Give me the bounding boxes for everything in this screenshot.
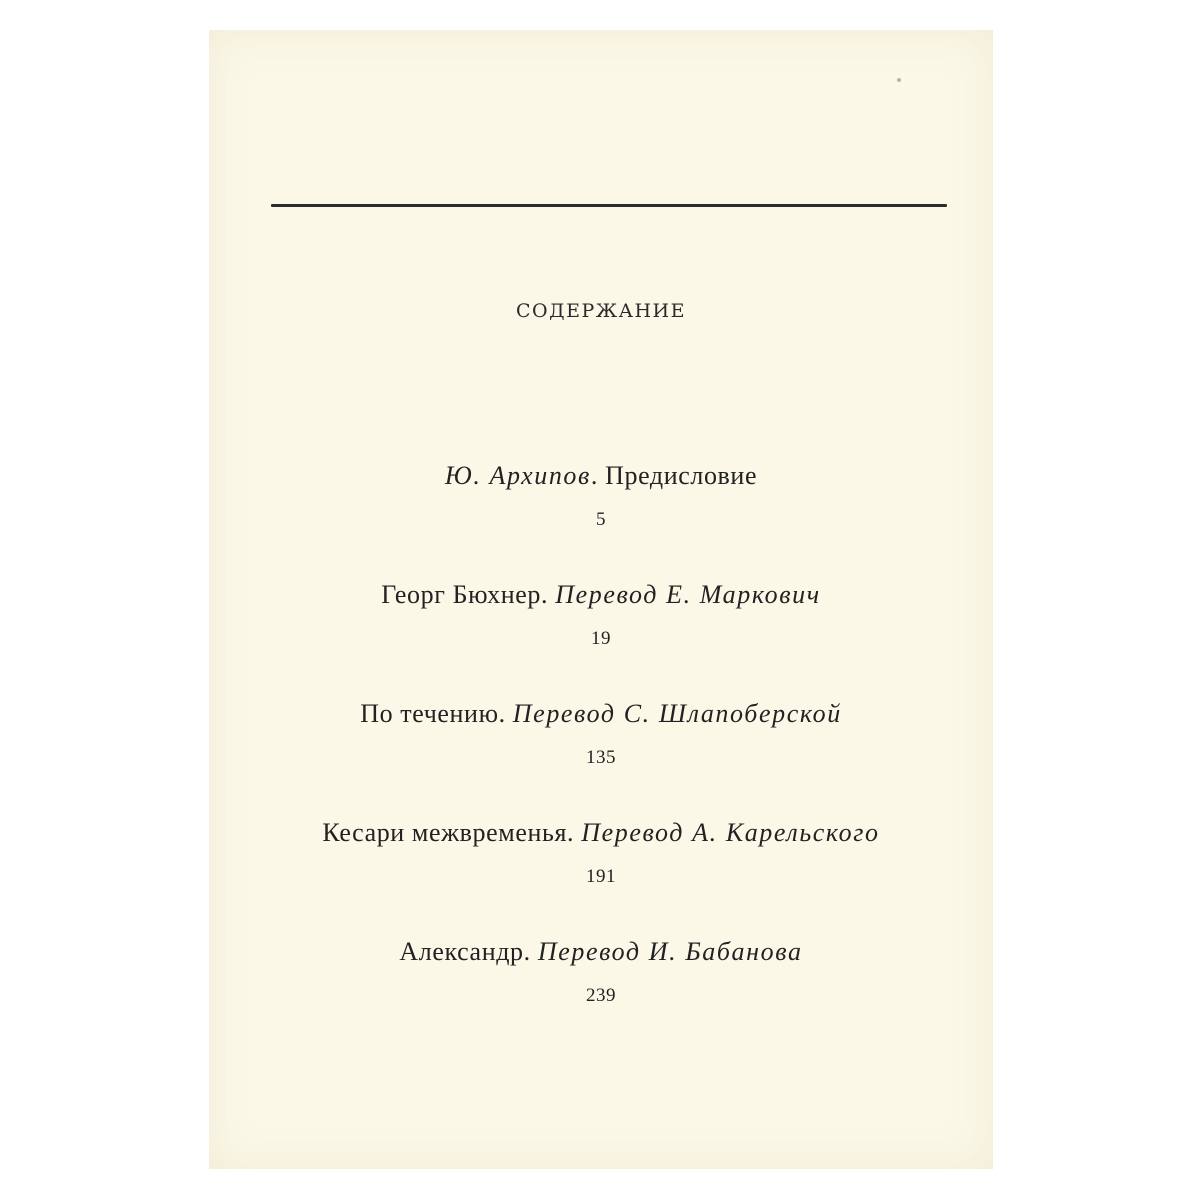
toc-work-title: Георг Бюхнер. (381, 580, 556, 609)
toc-entry-title (209, 577, 993, 613)
toc-entry-title (209, 696, 993, 732)
toc-entry-title (209, 934, 993, 970)
toc-work-title: . Предисловие (590, 461, 758, 490)
toc-translator: Перевод Е. Маркович (555, 580, 821, 609)
top-rule (271, 204, 947, 207)
toc-page-number: 19 (591, 628, 611, 649)
toc-entry (209, 577, 993, 696)
toc-work-title: По течению. (360, 699, 513, 728)
toc-page-number: 191 (586, 866, 616, 887)
contents-heading: СОДЕРЖАНИЕ (516, 300, 686, 322)
toc-translator: Перевод И. Бабанова (537, 937, 803, 966)
toc-entry (209, 934, 993, 1053)
book-page (209, 30, 993, 1169)
toc-page-number: 135 (586, 747, 616, 768)
toc-entry (209, 696, 993, 815)
toc-entry (209, 815, 993, 934)
table-of-contents (209, 458, 993, 1053)
toc-entry-title (209, 815, 993, 851)
toc-work-title: Кесари межвременья. (322, 818, 582, 847)
toc-work-title: Александр. (399, 937, 538, 966)
toc-page-number: 239 (586, 985, 616, 1006)
toc-entry (209, 458, 993, 577)
toc-translator: Перевод А. Карельского (581, 818, 880, 847)
toc-translator: Перевод С. Шлапоберской (512, 699, 842, 728)
paper-speck (897, 78, 901, 82)
toc-author: Ю. Архипов (444, 461, 591, 490)
toc-entry-title (209, 458, 993, 494)
toc-page-number: 5 (596, 509, 606, 530)
